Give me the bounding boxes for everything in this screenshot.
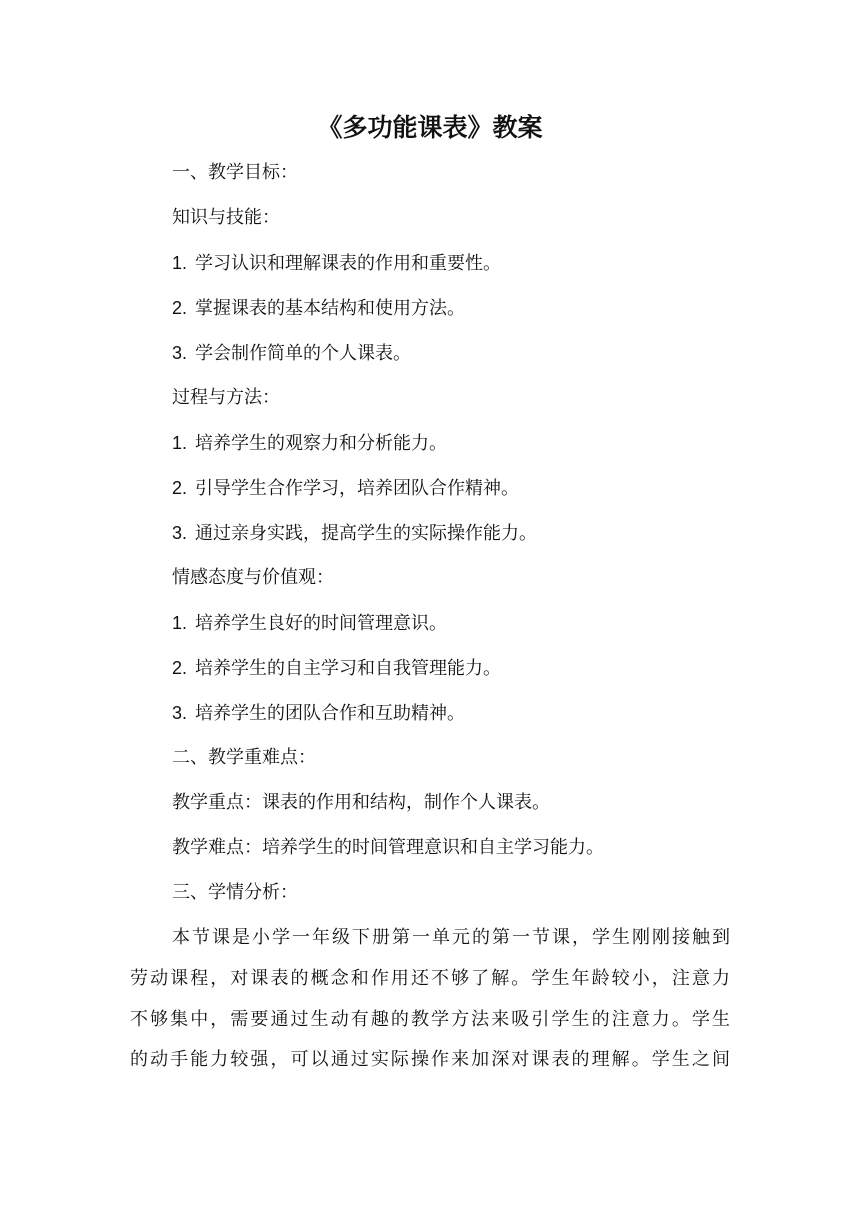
- list-text: 通过亲身实践，提高学生的实际操作能力。: [195, 523, 538, 544]
- list-text: 学会制作简单的个人课表。: [195, 343, 412, 364]
- list-text: 培养学生的自主学习和自我管理能力。: [195, 658, 502, 679]
- list-item: [172, 475, 519, 502]
- list-number: 3.: [172, 523, 188, 543]
- difficult-point: 教学难点：培养学生的时间管理意识和自主学习能力。: [172, 837, 604, 858]
- list-text: 培养学生的观察力和分析能力。: [195, 433, 448, 454]
- list-item: [172, 520, 537, 547]
- list-item: [172, 430, 447, 457]
- list-number: 2.: [172, 298, 188, 318]
- paragraph-line: 劳动课程，对课表的概念和作用还不够了解。学生年龄较小，注意力: [130, 967, 730, 989]
- paragraph-line: 的动手能力较强，可以通过实际操作来加深对课表的理解。学生之间: [130, 1049, 730, 1071]
- document-title: 《多功能课表》教案: [317, 113, 543, 142]
- paragraph-line: 本节课是小学一年级下册第一单元的第一节课，学生刚刚接触到: [172, 927, 730, 948]
- objectives-heading: 一、教学目标：: [172, 162, 298, 183]
- list-text: 培养学生良好的时间管理意识。: [195, 613, 448, 634]
- list-number: 2.: [172, 658, 188, 678]
- list-number: 2.: [172, 478, 188, 498]
- key-difficult-heading: 二、教学重难点：: [172, 747, 316, 768]
- list-item: [172, 250, 501, 277]
- list-text: 培养学生的团队合作和互助精神。: [195, 703, 466, 724]
- key-point: 教学重点：课表的作用和结构，制作个人课表。: [172, 792, 550, 813]
- process-heading: 过程与方法：: [172, 387, 280, 408]
- list-number: 1.: [172, 253, 188, 273]
- list-item: [172, 655, 501, 682]
- attitude-heading: 情感态度与价值观：: [172, 567, 334, 588]
- analysis-heading: 三、学情分析：: [172, 882, 298, 903]
- list-item: [172, 610, 447, 637]
- list-text: 掌握课表的基本结构和使用方法。: [195, 298, 466, 319]
- knowledge-heading: 知识与技能：: [172, 207, 280, 228]
- list-item: [172, 340, 411, 367]
- list-item: [172, 700, 465, 727]
- paragraph-line: 不够集中，需要通过生动有趣的教学方法来吸引学生的注意力。学生: [130, 1008, 730, 1030]
- list-text: 学习认识和理解课表的作用和重要性。: [195, 253, 502, 274]
- list-number: 3.: [172, 343, 188, 363]
- list-number: 1.: [172, 433, 188, 453]
- list-item: [172, 295, 465, 322]
- list-number: 3.: [172, 703, 188, 723]
- list-text: 引导学生合作学习，培养团队合作精神。: [195, 478, 520, 499]
- list-number: 1.: [172, 613, 188, 633]
- analysis-paragraph: [130, 918, 730, 1081]
